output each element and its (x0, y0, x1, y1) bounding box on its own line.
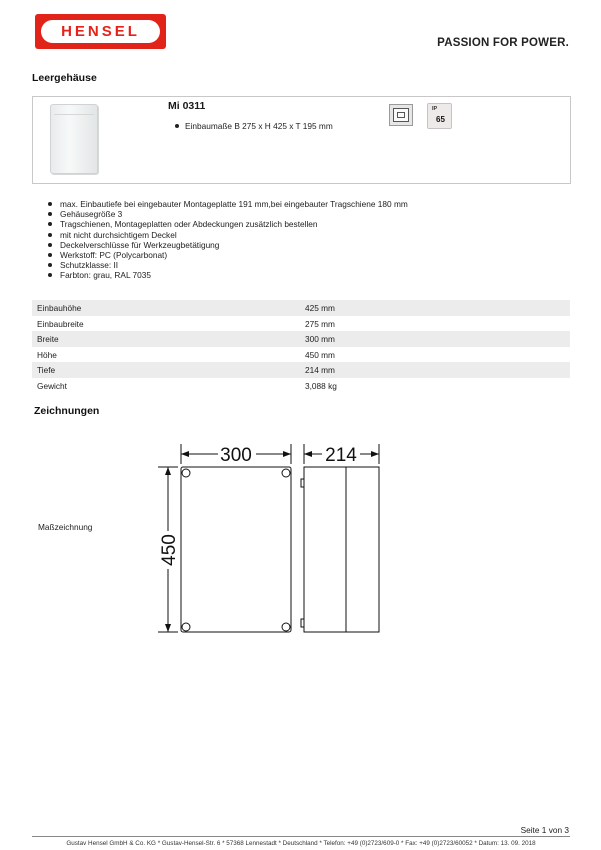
spec-table (32, 300, 570, 394)
ip-label: IP (432, 106, 438, 112)
spec-value: 300 mm (305, 334, 335, 345)
table-row (32, 347, 570, 363)
spec-value: 3,088 kg (305, 380, 337, 391)
spec-label: Höhe (37, 349, 57, 360)
enclosure-icon (389, 104, 413, 126)
spec-label: Einbauhöhe (37, 303, 82, 313)
spec-label: Tiefe (37, 365, 56, 376)
product-image (50, 104, 98, 174)
list-item: Tragschienen, Montageplatten oder Abdeckungen zusätzlich bestellen (48, 219, 408, 229)
table-row (32, 378, 570, 394)
product-dimensions: Einbaumaße B 275 x H 425 x T 195 mm (185, 121, 333, 131)
list-item: Farbton: grau, RAL 7035 (48, 270, 408, 280)
list-item: max. Einbautiefe bei eingebauter Montageplatte 191 mm,bei eingebauter Tragschiene 180 mm (48, 199, 408, 209)
footer-address: Gustav Hensel GmbH & Co. KG * Gustav-Hensel-Str. 6 * 57368 Lennestadt * Deutschland * Telefon: +49 (0)2723/609-0 * Fax: +49 (0)2723/60052 * Datum: 13. 09. 2018 (66, 840, 536, 847)
front-view-outline (181, 467, 291, 632)
spec-value: 425 mm (305, 303, 335, 313)
arrowhead (181, 451, 189, 457)
spec-value: 450 mm (305, 349, 335, 360)
spec-label: Einbaubreite (37, 318, 84, 329)
width-dimension-label: 300 (220, 445, 252, 466)
spec-value: 214 mm (305, 365, 335, 376)
footer-divider (32, 836, 570, 837)
corner-screw (182, 469, 190, 477)
arrowhead (165, 467, 171, 475)
page-number: Seite 1 von 3 (520, 825, 569, 835)
hinge (301, 479, 304, 487)
feature-list (48, 199, 408, 281)
table-row (32, 316, 570, 332)
table-row (32, 331, 570, 347)
arrowhead (304, 451, 312, 457)
hensel-logo (35, 14, 166, 49)
tagline: PASSION FOR POWER. (437, 37, 569, 49)
list-item: Schutzklasse: II (48, 260, 408, 270)
hinge (301, 619, 304, 627)
corner-screw (282, 623, 290, 631)
ip65-icon (427, 103, 452, 129)
list-item: Gehäusegröße 3 (48, 209, 408, 219)
height-dimension-label: 450 (159, 534, 180, 566)
table-row (32, 300, 570, 316)
side-view-outline (304, 467, 379, 632)
dimension-drawing (150, 437, 390, 637)
arrowhead (283, 451, 291, 457)
list-item: Deckelverschlüsse für Werkzeugbetätigung (48, 240, 408, 250)
section-title: Leergehäuse (32, 72, 97, 84)
product-card (32, 96, 571, 184)
corner-screw (282, 469, 290, 477)
arrowhead (371, 451, 379, 457)
drawings-title: Zeichnungen (34, 405, 100, 417)
corner-screw (182, 623, 190, 631)
depth-dimension-label: 214 (325, 445, 357, 466)
spec-label: Gewicht (37, 380, 67, 391)
spec-value: 275 mm (305, 318, 335, 329)
logo-text: HENSEL (41, 20, 160, 43)
arrowhead (165, 624, 171, 632)
product-name: Mi 0311 (168, 100, 206, 112)
list-item: mit nicht durchsichtigem Deckel (48, 230, 408, 240)
ip-rating: 65 (436, 115, 445, 124)
drawing-label: Maßzeichnung (38, 522, 93, 532)
spec-label: Breite (37, 334, 59, 345)
list-item: Werkstoff: PC (Polycarbonat) (48, 250, 408, 260)
table-row (32, 362, 570, 378)
